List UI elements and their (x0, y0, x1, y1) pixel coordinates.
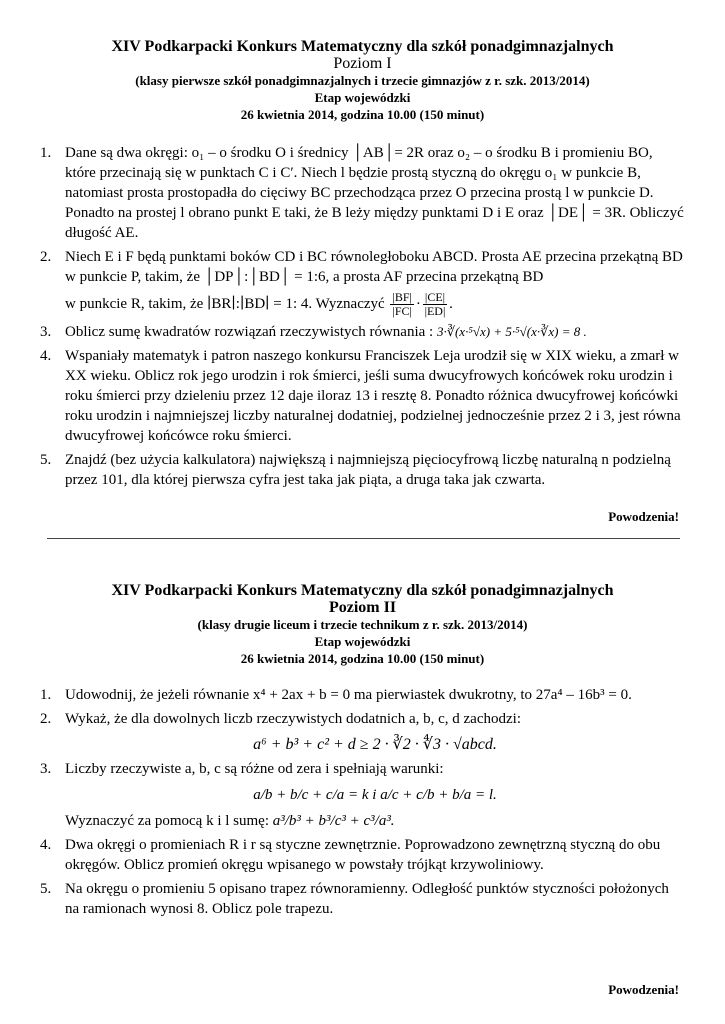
level1-stage: Etap wojewódzki (314, 90, 411, 105)
level1-problem-1: 1. Dane są dwa okręgi: o₁ – o środku O i średnicy │AB│= 2R oraz o₂ – o środku B i promieniu BO, które przecinają się w punktach C i C′. Niech l będzie prostą styczną do okręgu o₁ w punkcie B, natomiast prosta prostopadła do cięciwy BC przechodząca przez O przecina prostą l w punkcie D. Ponadto na prostej l obrano punkt E taki, że B leży między punktami D i E oraz │DE│ = 3R. Obliczyć długość AE. (40, 145, 684, 241)
root-equation: 3·∛(x·⁵√x) + 5·⁵√(x·∛x) = 8 . (436, 324, 587, 339)
level1-classes: (klasy pierwsze szkół ponadgimnazjalnych i trzecie gimnazjów z r. szk. 2013/2014) (135, 73, 590, 88)
inequality: a⁶ + b³ + c² + d ≥ 2 · ∛2 · ∜3 · √abcd. (253, 736, 497, 753)
level2-date: 26 kwietnia 2014, godzina 10.00 (150 minut) (240, 651, 485, 666)
level2-stage: Etap wojewódzki (314, 634, 411, 649)
level1-problem-5: 5. Znajdź (bez użycia kalkulatora) największą i najmniejszą pięciocyfrową liczbę naturalną n podzielną przez 101, dla której pierwsza cyfra jest taka jak piąta, a druga taka jak czwarta. (40, 452, 671, 488)
section-divider (47, 538, 680, 539)
level1-problem-4: 4. Wspaniały matematyk i patron naszego konkursu Franciszek Leja urodził się w XIX wieku, a zmarł w XX wieku. Oblicz rok jego urodzin i rok śmierci, jeśli suma dwucyfrowych końcówek roku urodzin i roku śmierci przy dzieleniu przez 12 daje iloraz 13 i resztę 8. Ponadto różnica dwucyfrowej końcówki roku urodzin i najmniejszej liczby naturalnej dodatniej, podzielnej jednocześnie przez 2 i 3, jest równa dwucyfrowej końcówce roku śmierci. (40, 348, 681, 444)
level1-problem-list (40, 143, 685, 494)
level1-problem-3: 3. Oblicz sumę kwadratów rozwiązań rzeczywistych równania : 3·∛(x·⁵√x) + 5·⁵√(x·∛x) = 8 . (40, 324, 587, 340)
level2-problem-4: 4. Dwa okręgi o promieniach R i r są styczne zewnętrznie. Poprowadzono zewnętrzną styczną do obu okręgów. Oblicz promień okręgu wpisanego w powstały trójkąt krzywoliniowy. (40, 837, 661, 873)
level1-header (0, 38, 725, 123)
conditions-equation: a/b + b/c + c/a = k i a/c + c/b + b/a = l. (253, 787, 497, 803)
level2-problem-list (40, 685, 685, 923)
level1-title: XIV Podkarpacki Konkurs Matematyczny dla szkół ponadgimnazjalnych (111, 38, 614, 55)
fraction-ce-ed: $\frac{|CE|}{|ED|}$ (424, 290, 446, 318)
level2-title: XIV Podkarpacki Konkurs Matematyczny dla szkół ponadgimnazjalnych (111, 582, 614, 599)
level2-problem-1: 1. Udowodnij, że jeżeli równanie x⁴ + 2ax + b = 0 ma pierwiastek dwukrotny, to 27a⁴ – 16b³ = 0. (40, 687, 632, 703)
level2-problem-2: 2. Wykaż, że dla dowolnych liczb rzeczywistych dodatnich a, b, c, d zachodzi: a⁶ + b³ + c² + d ≥ 2 · ∛2 · ∜3 · √abcd. (40, 709, 685, 755)
level1-problem-2: 2. Niech E i F będą punktami boków CD i BC równoległoboku ABCD. Prosta AE przecina przekątną BD w punkcie P, takim, że │DP│:│BD│ = 1:6, a prosta AF przecina przekątną BD w punkcie R, takim, że ∣BR∣:∣BD∣ = 1: 4. Wyznaczyć $\frac{|BF|}{|FC|}$ · $\frac{|CE|}{|ED|}$ . (40, 249, 683, 318)
level1-closing: Powodzenia! (608, 509, 679, 524)
level2-level: Poziom II (328, 599, 397, 616)
fraction-bf-fc: $\frac{|BF|}{|FC|}$ (392, 290, 412, 318)
sum-expression: a³/b³ + b³/c³ + c³/a³. (272, 813, 395, 829)
level2-problem-3: 3. Liczby rzeczywiste a, b, c są różne od zera i spełniają warunki: a/b + b/c + c/a = k i a/c + c/b + b/a = l. Wyznaczyć za pomocą k i l sumę: a³/b³ + b³/c³ + c³/a³. (40, 759, 685, 831)
level1-level: Poziom I (333, 55, 392, 72)
level1-date: 26 kwietnia 2014, godzina 10.00 (150 minut) (240, 107, 485, 122)
level2-classes: (klasy drugie liceum i trzecie technikum z r. szk. 2013/2014) (197, 617, 528, 632)
level2-closing: Powodzenia! (608, 982, 679, 997)
level2-header (0, 582, 725, 667)
level2-problem-5: 5. Na okręgu o promieniu 5 opisano trapez równoramienny. Odległość punktów styczności położonych na ramionach wynosi 8. Oblicz pole trapezu. (40, 881, 669, 917)
